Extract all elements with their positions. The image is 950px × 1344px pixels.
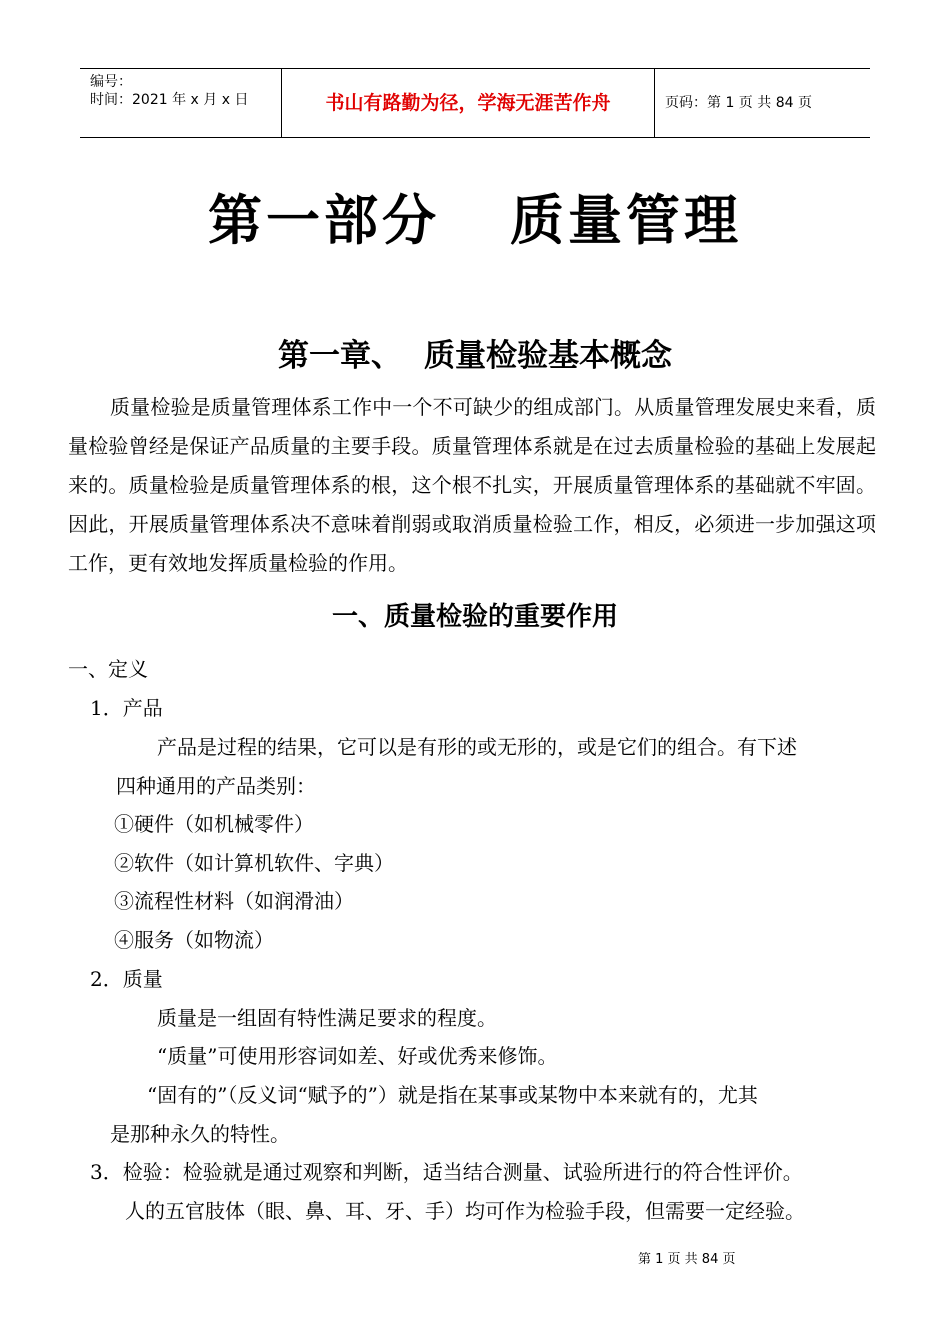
header-motto: 书山有路勤为径，学海无涯苦作舟: [281, 69, 655, 137]
document-header: [80, 68, 870, 138]
chapter-title-number: 第一章、: [278, 338, 402, 374]
date-label: 时间：2021 年 x 月 x 日: [90, 92, 249, 108]
section-title: 一、质量检验的重要作用: [331, 602, 618, 632]
product-category-2: ②软件（如计算机软件、字典）: [114, 851, 394, 875]
chapter-title-name: 质量检验基本概念: [424, 338, 672, 374]
intro-paragraph: 质量检验是质量管理体系工作中一个不可缺少的组成部门。从质量管理发展史来看，质量检验曾经是保证产品质量的主要手段。质量管理体系就是在过去质量检验的基础上发展起来的。质量检验是质量管理体系的根，这个根不扎实，开展质量管理体系的基础就不牢固。因此，开展质量管理体系决不意味着削弱或取消质量检验工作，相反，必须进一步加强这项工作，更有效地发挥质量检验的作用。: [68, 395, 876, 575]
item-inspection-heading: 3．检验：检验就是通过观察和判断，适当结合测量、试验所进行的符合性评价。: [90, 1160, 803, 1184]
quality-text-line-4: 是那种永久的特性。: [110, 1122, 290, 1146]
part-title: [0, 178, 950, 255]
quality-text-line-1: 质量是一组固有特性满足要求的程度。: [157, 1006, 497, 1030]
page-number-footer: 第 1 页 共 84 页: [638, 1252, 736, 1267]
product-category-1: ①硬件（如机械零件）: [114, 812, 314, 836]
definition-heading: 一、定义: [68, 657, 148, 681]
header-meta-cell: [80, 69, 280, 137]
product-category-3: ③流程性材料（如润滑油）: [114, 889, 354, 913]
item-quality-heading: 2．质量: [90, 967, 163, 991]
product-text-line-1: 产品是过程的结果，它可以是有形的或无形的，或是它们的组合。有下述: [157, 735, 797, 759]
quality-text-line-3: “固有的”（反义词“赋予的”）就是指在某事或某物中本来就有的，尤其: [147, 1083, 758, 1107]
product-category-4: ④服务（如物流）: [114, 928, 274, 952]
chapter-title: [0, 330, 950, 375]
number-label: 编号：: [90, 74, 132, 90]
quality-text-line-2: “质量”可使用形容词如差、好或优秀来修饰。: [157, 1044, 558, 1068]
part-title-name: 质量管理: [510, 188, 742, 252]
item-product-heading: 1．产品: [90, 696, 163, 720]
product-text-line-2: 四种通用的产品类别：: [116, 774, 316, 798]
inspection-text-line-2: 人的五官肢体（眼、鼻、耳、牙、手）均可作为检验手段，但需要一定经验。: [125, 1199, 805, 1223]
header-page-info: 页码：第 1 页 共 84 页: [665, 95, 812, 111]
part-title-number: 第一部分: [208, 188, 440, 252]
